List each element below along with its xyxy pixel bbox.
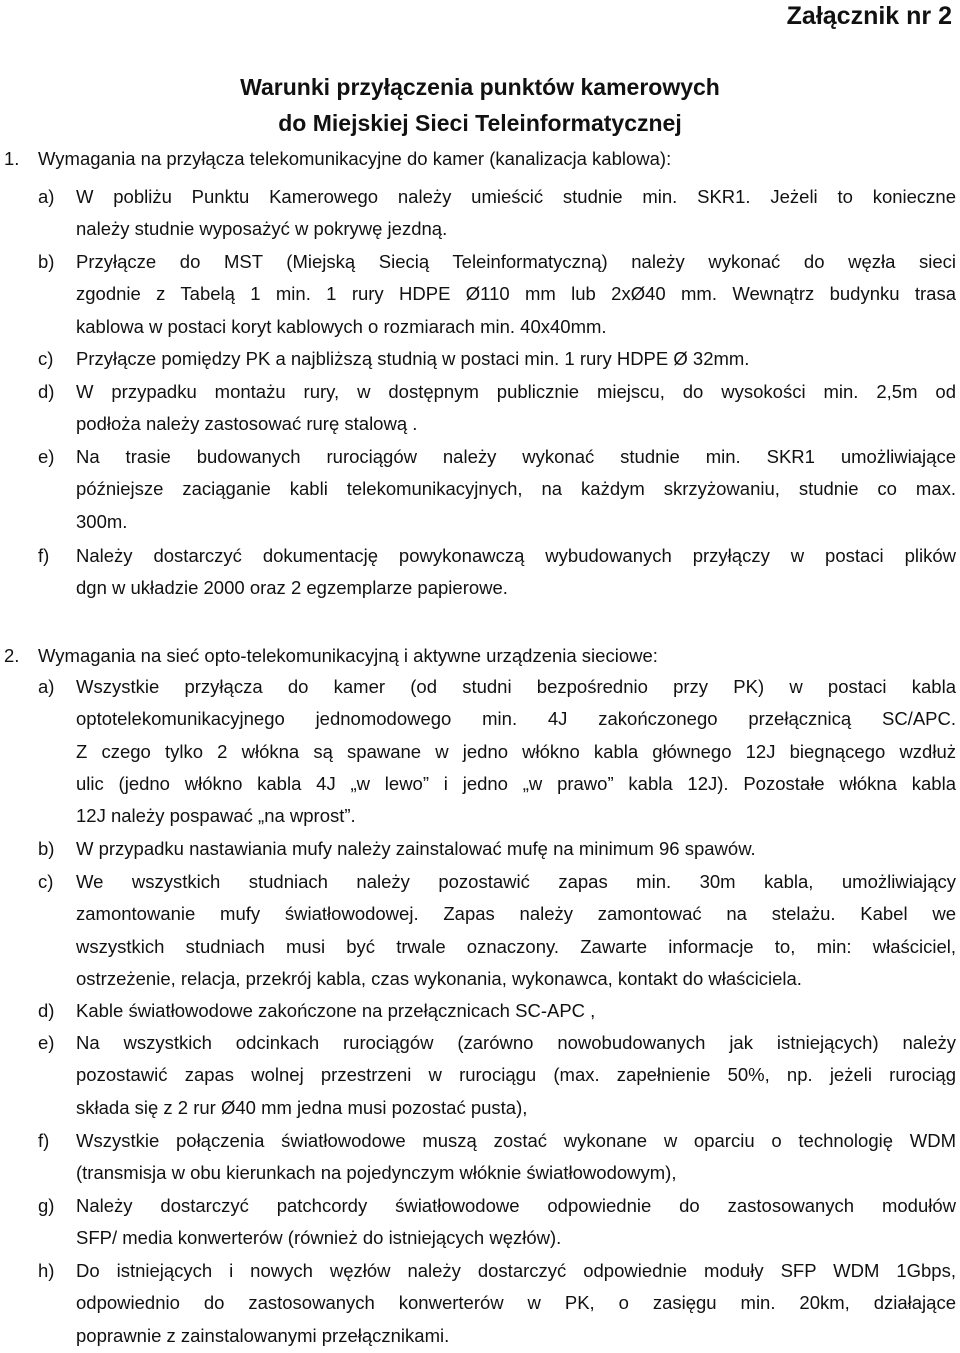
text-line: Należy dostarczyć dokumentację powykonawczą wybudowanych przyłączy w postaci plików	[76, 545, 956, 566]
list-item	[0, 833, 960, 865]
list-item-letter: b)	[38, 838, 55, 859]
list-item	[0, 181, 960, 246]
list-item	[0, 376, 960, 441]
list-item-letter: c)	[38, 871, 54, 892]
annex-label: Załącznik nr 2	[786, 2, 952, 30]
list-item	[0, 995, 960, 1027]
text-line: pozostawić zapas wolnej przestrzeni w rurociągu (max. zapełnienie 50%, np. jeżeli rurociąg	[76, 1064, 956, 1086]
list-item-letter: h)	[38, 1260, 55, 1281]
text-line: dgn w układzie 2000 oraz 2 egzemplarze papierowe.	[76, 577, 508, 599]
text-line: W przypadku nastawiania mufy należy zainstalować mufę na minimum 96 spawów.	[76, 838, 756, 859]
list-item-letter: a)	[38, 676, 55, 697]
list-item-text	[76, 441, 956, 538]
text-line: ostrzeżenie, relacja, przekrój kabla, czas wykonania, wykonawca, kontakt do właściciela.	[76, 967, 802, 989]
text-line: We wszystkich studniach należy pozostawić zapas min. 30m kabla, umożliwiający	[76, 871, 956, 892]
list-item	[0, 1190, 960, 1255]
text-line: 300m.	[76, 510, 128, 532]
list-item-text	[76, 1027, 956, 1124]
text-line: SFP/ media konwerterów (również do istniejących węzłów).	[76, 1227, 562, 1249]
list-item	[0, 1125, 960, 1190]
list-item-text	[76, 1125, 956, 1190]
text-line: składa się z 2 rur Ø40 mm jedna musi pozostać pusta),	[76, 1096, 528, 1118]
list-item-letter: e)	[38, 446, 55, 467]
text-line: (transmisja w obu kierunkach na pojedynczym włóknie światłowodowym),	[76, 1162, 677, 1184]
text-line: Należy dostarczyć patchcordy światłowodowe odpowiednie do zastosowanych modułów	[76, 1195, 956, 1216]
list-item-text	[76, 1255, 956, 1352]
text-line: Przyłącze pomiędzy PK a najbliższą studnią w postaci min. 1 rury HDPE Ø 32mm.	[76, 348, 750, 369]
text-line: Kable światłowodowe zakończone na przełącznicach SC-APC ,	[76, 1000, 596, 1021]
text-line: odpowiednio do zastosowanych konwerterów w PK, o zasięgu min. 20km, działające	[76, 1292, 956, 1314]
title-line-2: do Miejskiej Sieci Teleinformatycznej	[278, 110, 682, 136]
text-line: Przyłącze do MST (Miejską Siecią Teleinformatyczną) należy wykonać do węzła sieci	[76, 251, 956, 272]
list-item-text	[76, 246, 956, 343]
list-item	[0, 1255, 960, 1352]
list-item-text	[76, 1190, 956, 1255]
list-item	[0, 246, 960, 343]
list-item-letter: f)	[38, 1130, 50, 1151]
list-item-letter: g)	[38, 1195, 55, 1216]
title-line-1: Warunki przyłączenia punktów kamerowych	[240, 74, 720, 100]
list-item-letter: c)	[38, 348, 54, 369]
text-line: Z czego tylko 2 włókna są spawane w jedno włókno kabla głównego 12J biegnącego wzdłuż	[76, 740, 956, 762]
list-item	[0, 671, 960, 832]
text-line: 12J należy pospawać „na wprost”.	[76, 805, 356, 827]
text-line: wszystkich studniach musi być trwale oznaczony. Zawarte informacje to, min: właściciel,	[76, 935, 956, 957]
list-item-text	[76, 376, 956, 441]
section-number: 1.	[4, 148, 20, 169]
section-heading-text: Wymagania na sieć opto-telekomunikacyjną i aktywne urządzenia sieciowe:	[38, 645, 658, 666]
list-item-letter: b)	[38, 251, 55, 272]
text-line: Wszystkie przyłącza do kamer (od studni bezpośrednio przy PK) w postaci kabla	[76, 676, 956, 697]
list-item-text	[76, 540, 956, 605]
list-item	[0, 441, 960, 538]
list-item-text	[76, 995, 956, 1027]
text-line: zamontowanie mufy światłowodowej. Zapas należy zamontować na stelażu. Kabel we	[76, 903, 956, 925]
text-line: Na trasie budowanych rurociągów należy wykonać studnie min. SKR1 umożliwiające	[76, 446, 956, 467]
text-line: późniejsze zaciąganie kabli telekomunikacyjnych, na każdym skrzyżowaniu, studnie co max.	[76, 478, 956, 500]
text-line: podłoża należy zastosować rurę stalową .	[76, 413, 418, 435]
list-item-text	[76, 866, 956, 995]
text-line: kablowa w postaci koryt kablowych o rozmiarach min. 40x40mm.	[76, 315, 607, 337]
text-line: Na wszystkich odcinkach rurociągów (zarówno nowobudowanych jak istniejących) należy	[76, 1032, 956, 1053]
text-line: ulic (jedno włókno kabla 4J „w lewo” i jedno „w prawo” kabla 12J). Pozostałe włókna kabla	[76, 772, 956, 794]
text-line: Wszystkie połączenia światłowodowe muszą zostać wykonane w oparciu o technologię WDM	[76, 1130, 956, 1151]
text-line: poprawnie z zainstalowanymi przełącznikami.	[76, 1324, 450, 1346]
text-line: W pobliżu Punktu Kamerowego należy umieścić studnie min. SKR1. Jeżeli to konieczne	[76, 186, 956, 207]
list-item	[0, 1027, 960, 1124]
list-item-letter: f)	[38, 545, 50, 566]
list-item-text	[76, 181, 956, 246]
text-line: Do istniejących i nowych węzłów należy dostarczyć odpowiednie moduły SFP WDM 1Gbps,	[76, 1260, 956, 1281]
list-item	[0, 866, 960, 995]
list-item-letter: d)	[38, 381, 55, 402]
list-item-letter: a)	[38, 186, 55, 207]
list-item-text	[76, 671, 956, 832]
text-line: zgodnie z Tabelą 1 min. 1 rury HDPE Ø110 mm lub 2xØ40 mm. Wewnątrz budynku trasa	[76, 283, 956, 305]
list-item	[0, 343, 960, 375]
list-item-text	[76, 833, 956, 865]
list-item-letter: e)	[38, 1032, 55, 1053]
text-line: W przypadku montażu rury, w dostępnym publicznie miejscu, do wysokości min. 2,5m od	[76, 381, 956, 402]
document-title	[0, 69, 960, 141]
list-item-letter: d)	[38, 1000, 55, 1021]
text-line: należy studnie wyposażyć w pokrywę jezdną.	[76, 218, 448, 240]
section-heading-text: Wymagania na przyłącza telekomunikacyjne do kamer (kanalizacja kablowa):	[38, 148, 672, 169]
section-number: 2.	[4, 645, 20, 666]
list-item	[0, 540, 960, 605]
text-line: optotelekomunikacyjnego jednomodowego min. 4J zakończonego przełącznicą SC/APC.	[76, 708, 956, 730]
list-item-text	[76, 343, 956, 375]
